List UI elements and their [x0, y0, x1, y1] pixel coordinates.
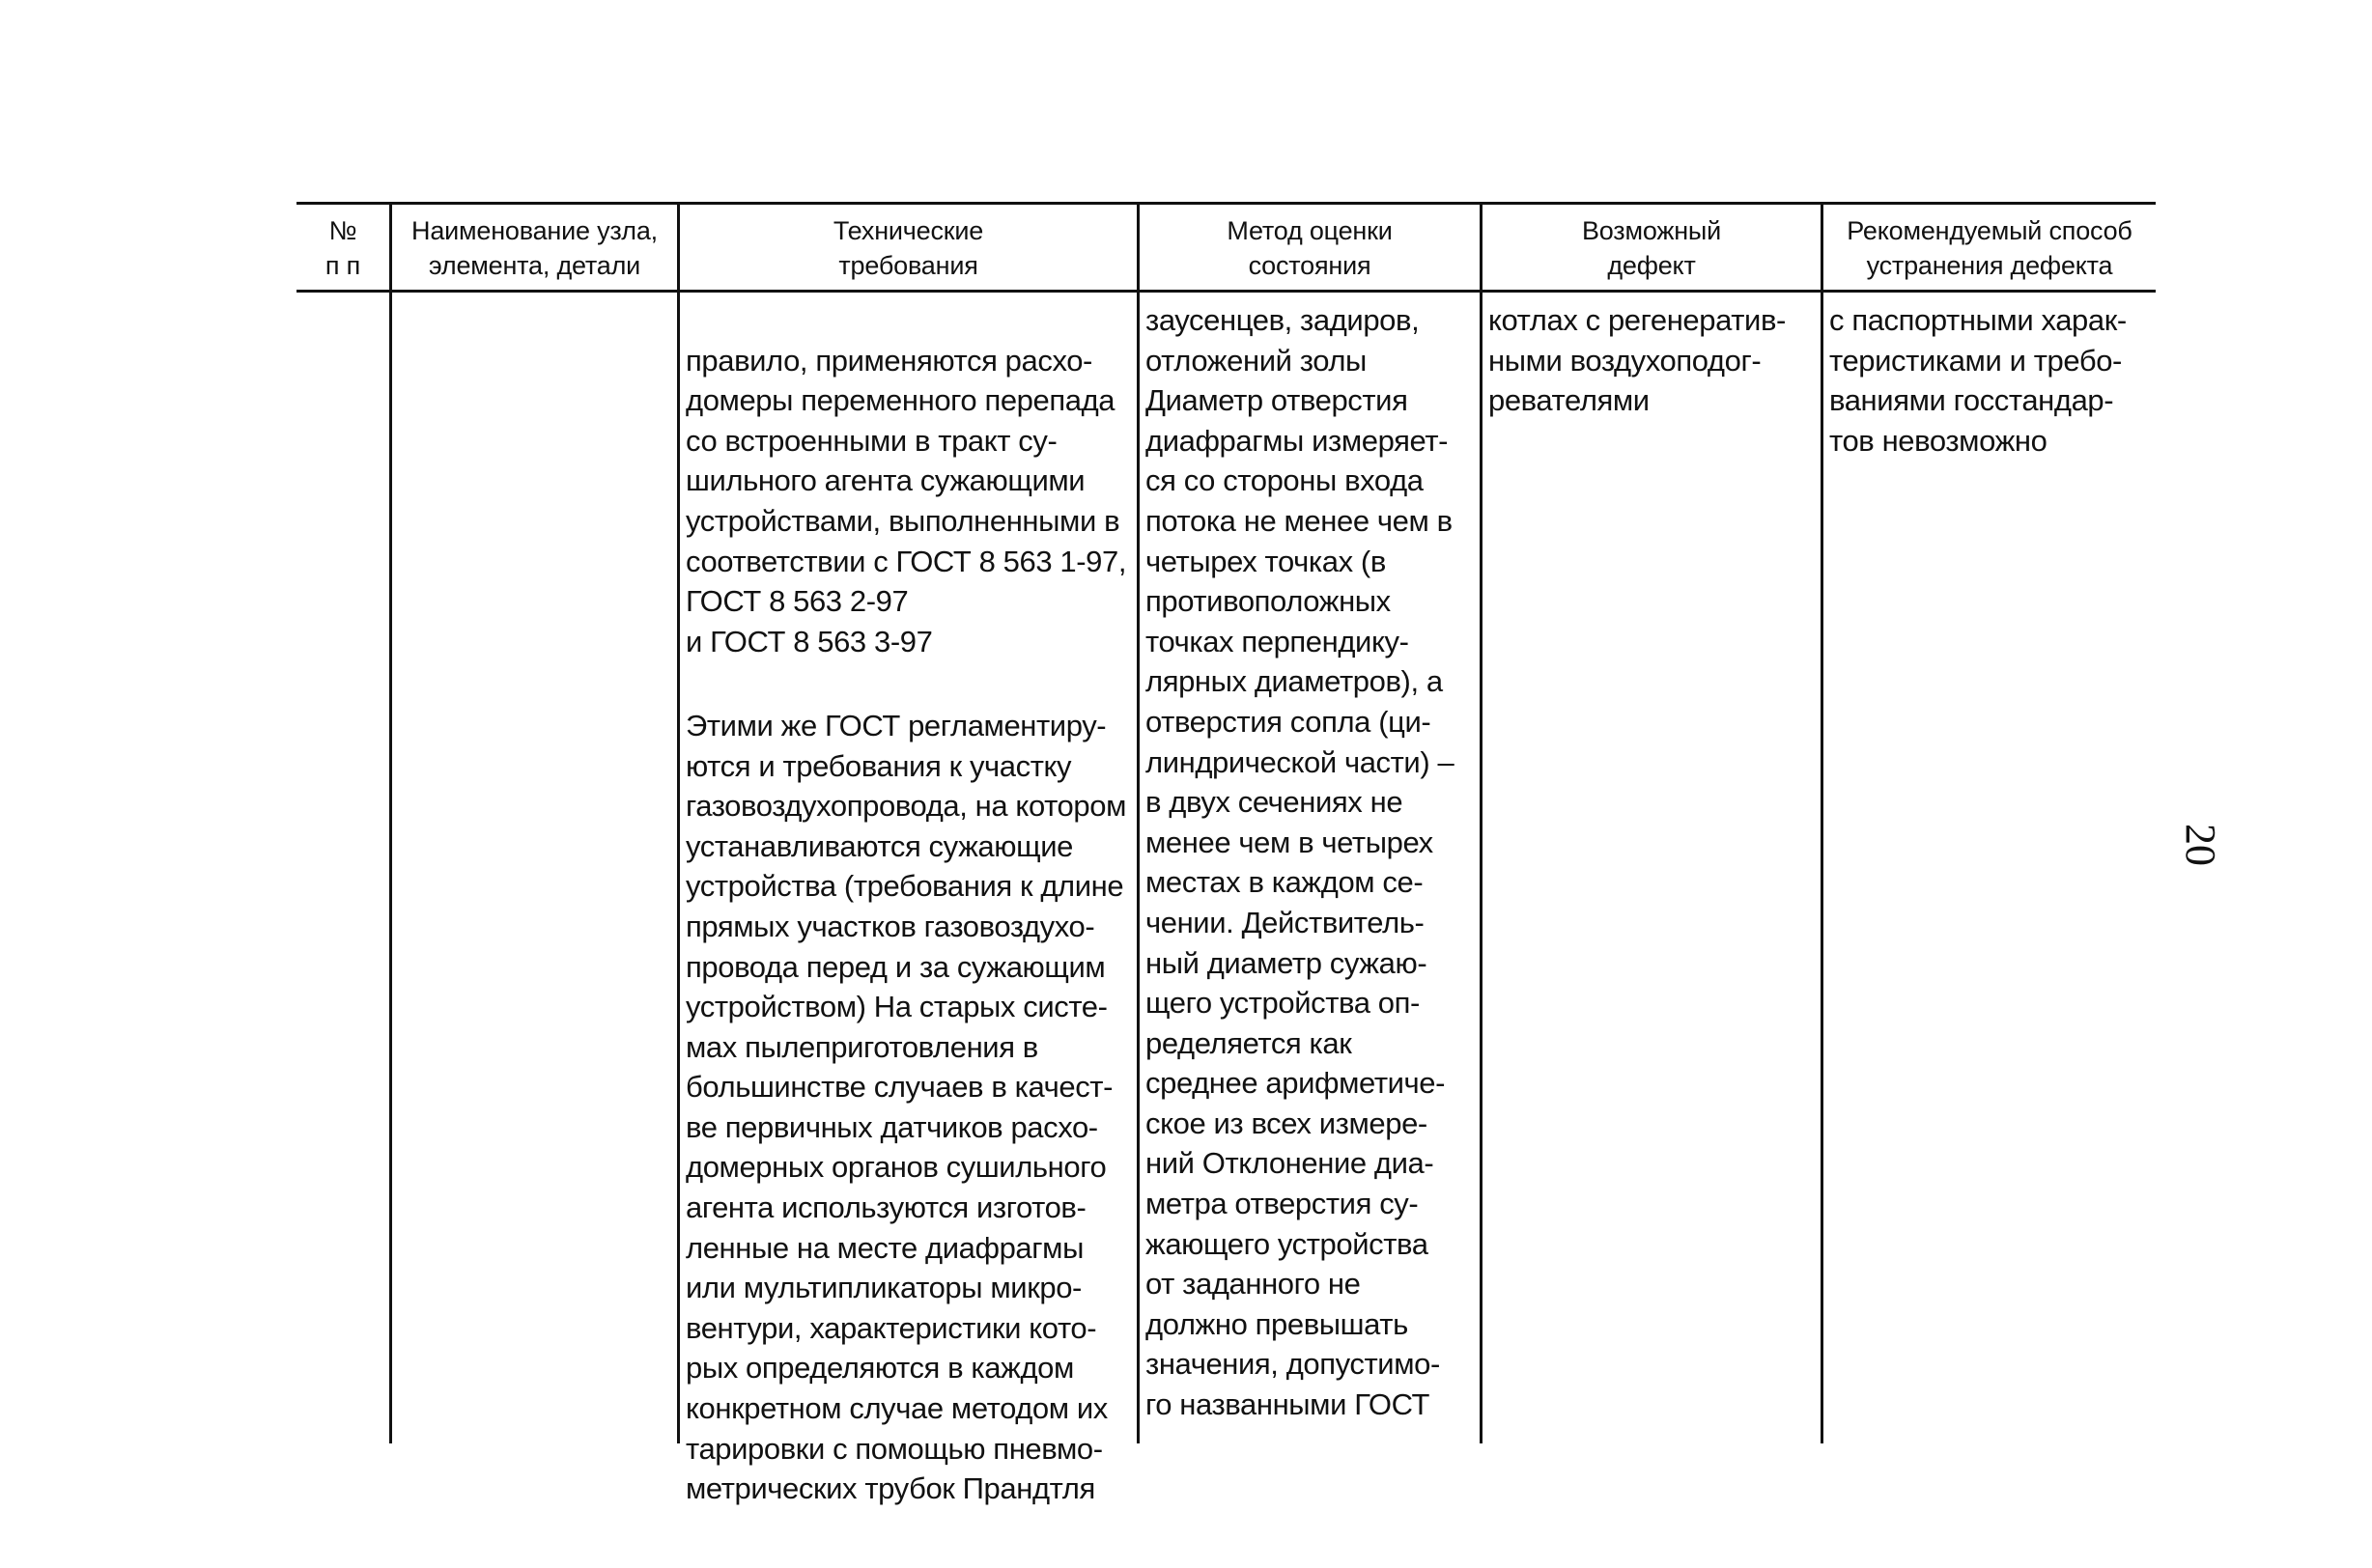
header-number: № п п — [325, 216, 361, 280]
cell-method: заусенцев, задиров, отложений золы Диаметр отверстия диафрагмы измеряет- ся со стороны входа потока не менее чем в четырех точках (в противоположных точках перпендику- лярных диаметров), а отверстия сопла (ци- линдрической части) – в двух сечениях не менее чем в четырех местах в каждом се- чении. Действитель- ный диаметр сужаю- щего устройства оп- ределяется как среднее арифметиче- ское из всех измере- ний Отклонение диа- метра отверстия су- жающего устройства от заданного не должно превышать значения, допустимо- го названными ГОСТ — [1145, 303, 1454, 1422]
column-divider-1 — [389, 202, 392, 1443]
header-bottom-rule — [296, 290, 2156, 293]
page-number: 20 — [2177, 824, 2224, 866]
cell-remedy: с паспортными харак- теристиками и требо- ваниями госстандар- тов невозможно — [1829, 303, 2127, 458]
column-divider-5 — [1821, 202, 1823, 1443]
table-top-rule — [296, 202, 2156, 205]
defect-table — [296, 202, 2156, 1506]
header-method: Метод оценки состояния — [1227, 216, 1393, 280]
header-defect: Возможный дефект — [1581, 216, 1722, 280]
cell-defect: котлах с регенератив- ными воздухоподог- ревателями — [1488, 303, 1786, 418]
cell-requirements — [686, 300, 1136, 1549]
header-remedy: Рекомендуемый способ устранения дефекта — [1847, 216, 2132, 280]
column-divider-2 — [677, 202, 680, 1443]
column-divider-3 — [1137, 202, 1140, 1443]
header-element-name: Наименование узла, элемента, детали — [411, 216, 658, 280]
column-divider-4 — [1480, 202, 1482, 1443]
requirements-paragraph-1: правило, применяются расхо- домеры переменного перепада со встроенными в тракт су- шильного агента сужающими устройствами, выполненными в соответствии с ГОСТ 8 563 1-97, ГОСТ 8 563 2-97 и ГОСТ 8 563 3-97 — [686, 343, 1127, 658]
requirements-paragraph-2: Этими же ГОСТ регламентиру- ются и требования к участку газовоздухопровода, на котором устанавливаются сужающие устройства (требования к длине прямых участков газовоздухо- провода перед и за сужающим устройством) На старых систе- мах пылеприготовления в большинстве случаев в качест- ве первичных датчиков расхо- домерных органов сушильного агента используются изготов- ленные на месте диафрагмы или мультипликаторы микро- вентури, характеристики кото- рых определяются в каждом конкретном случае методом их тарировки с помощью пневмо- метрических трубок Прандтля — [686, 708, 1126, 1506]
header-requirements: Технические требования — [833, 216, 984, 280]
